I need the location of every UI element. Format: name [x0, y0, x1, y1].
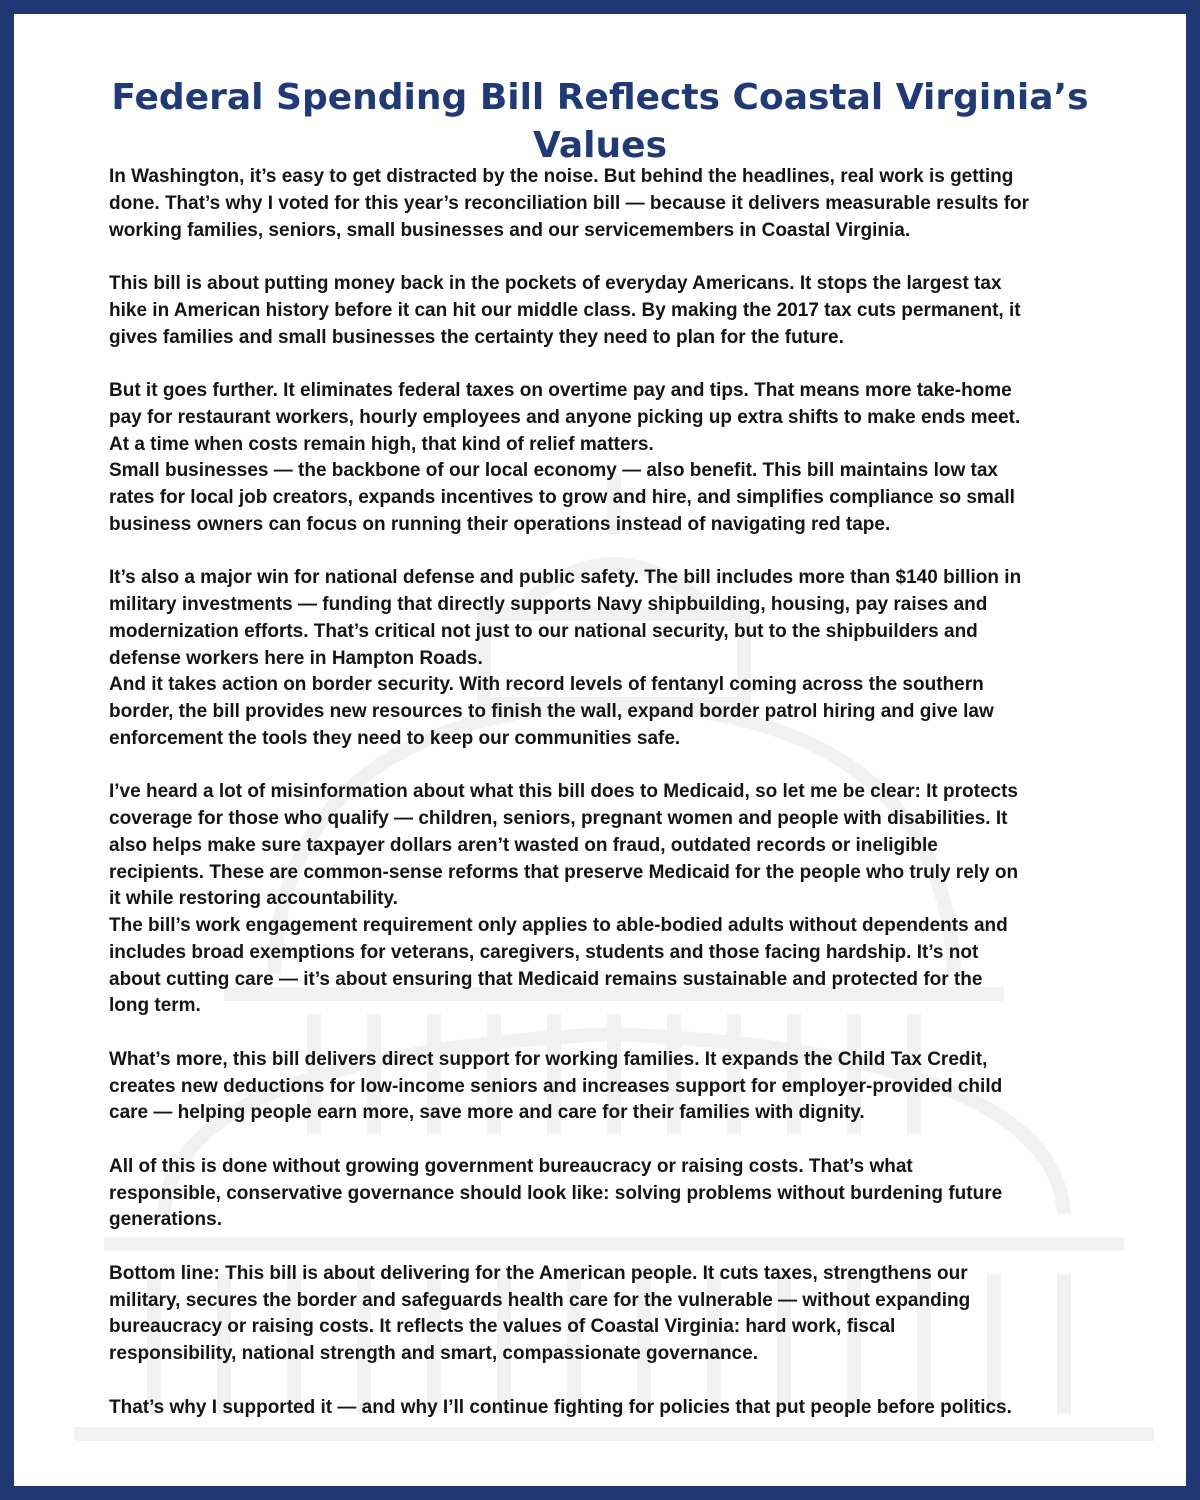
article-body: [109, 164, 1109, 1448]
paragraph-line: care — helping people earn more, save more and care for their families with dignity.: [109, 1102, 865, 1124]
paragraph-line: gives families and small businesses the certainty they need to plan for the future.: [109, 326, 844, 348]
paragraph-line: In Washington, it’s easy to get distracted by the noise. But behind the headlines, real work is getting: [109, 166, 1014, 187]
paragraph-line: done. That’s why I voted for this year’s reconciliation bill — because it delivers measurable results for: [109, 192, 1030, 214]
paragraph-line: border, the bill provides new resources to finish the wall, expand border patrol hiring and give law: [109, 701, 994, 722]
paragraph: [109, 1261, 1109, 1368]
paragraph-line: includes broad exemptions for veterans, caregivers, students and those facing hardship. It’s not: [109, 941, 979, 963]
page-title: [14, 74, 1186, 170]
paragraph: [109, 1395, 1109, 1422]
paragraph-line: enforcement the tools they need to keep our communities safe.: [109, 727, 681, 749]
paragraph-line: creates new deductions for low-income seniors and increases support for employer-provided child: [109, 1075, 1003, 1097]
paragraph: [109, 378, 1109, 458]
paragraph-line: hike in American history before it can hit our middle class. By making the 2017 tax cuts permanent, it: [109, 299, 1021, 321]
paragraph-line: responsible, conservative governance should look like: solving problems without burdening future: [109, 1182, 1003, 1204]
paragraph-line: All of this is done without growing government bureaucracy or raising costs. That’s what: [109, 1155, 913, 1177]
paragraph-line: responsibility, national strength and smart, compassionate governance.: [109, 1343, 758, 1364]
paragraph-line: What’s more, this bill delivers direct support for working families. It expands the Child Tax Credit,: [109, 1048, 988, 1070]
paragraph: [109, 458, 1109, 538]
paragraph-line: I’ve heard a lot of misinformation about what this bill does to Medicaid, so let me be clear: It protects: [109, 781, 1018, 803]
paragraph: [109, 164, 1109, 244]
title-line: Values: [533, 125, 667, 167]
paragraph-line: That’s why I supported it — and why I’ll continue fighting for policies that put people before politics.: [109, 1396, 1012, 1418]
paragraph-line: But it goes further. It eliminates federal taxes on overtime pay and tips. That means more take-home: [109, 380, 1012, 401]
document-page: [14, 14, 1186, 1486]
paragraph-line: it while restoring accountability.: [109, 888, 398, 910]
paragraph-line: Bottom line: This bill is about delivering for the American people. It cuts taxes, strengthens our: [109, 1262, 968, 1284]
paragraph-line: defense workers here in Hampton Roads.: [109, 647, 483, 669]
paragraph-line: about cutting care — it’s about ensuring that Medicaid remains sustainable and protected for the: [109, 968, 983, 990]
paragraph: [109, 565, 1109, 672]
paragraph-line: Small businesses — the backbone of our local economy — also benefit. This bill maintains low tax: [109, 460, 998, 482]
paragraph-line: This bill is about putting money back in the pockets of everyday Americans. It stops the largest tax: [109, 273, 1002, 294]
paragraph-line: business owners can focus on running their operations instead of navigating red tape.: [109, 513, 891, 535]
paragraph-line: The bill’s work engagement requirement only applies to able-bodied adults without dependents and: [109, 915, 1008, 936]
paragraph-line: pay for restaurant workers, hourly employees and anyone picking up extra shifts to make ends meet.: [109, 406, 1021, 428]
paragraph: [109, 271, 1109, 351]
paragraph-line: rates for local job creators, expands incentives to grow and hire, and simplifies compliance so small: [109, 487, 1015, 508]
paragraph-line: military investments — funding that directly supports Navy shipbuilding, housing, pay raises and: [109, 594, 988, 615]
paragraph-line: coverage for those who qualify — children, seniors, pregnant women and people with disabilities. It: [109, 808, 1008, 829]
paragraph: [109, 672, 1109, 752]
paragraph: [109, 1047, 1109, 1127]
paragraph: [109, 913, 1109, 1020]
paragraph: [109, 1154, 1109, 1234]
paragraph-line: generations.: [109, 1209, 222, 1231]
paragraph-line: It’s also a major win for national defense and public safety. The bill includes more than $140 billion in: [109, 567, 1022, 589]
paragraph-line: bureaucracy or raising costs. It reflects the values of Coastal Virginia: hard work, fiscal: [109, 1316, 896, 1338]
paragraph-line: working families, seniors, small businesses and our servicemembers in Coastal Virginia.: [109, 219, 911, 241]
paragraph-line: At a time when costs remain high, that kind of relief matters.: [109, 433, 654, 455]
title-line: Federal Spending Bill Reflects Coastal Virginia’s: [111, 77, 1089, 119]
paragraph-line: modernization efforts. That’s critical not just to our national security, but to the shipbuilders and: [109, 620, 978, 642]
paragraph-line: And it takes action on border security. With record levels of fentanyl coming across the southern: [109, 674, 984, 696]
paragraph-line: recipients. These are common-sense reforms that preserve Medicaid for the people who truly rely on: [109, 861, 1019, 883]
paragraph-line: also helps make sure taxpayer dollars aren’t wasted on fraud, outdated records or ineligible: [109, 834, 938, 856]
paragraph: [109, 779, 1109, 913]
paragraph-line: military, secures the border and safeguards health care for the vulnerable — without expanding: [109, 1289, 971, 1311]
paragraph-line: long term.: [109, 995, 201, 1017]
